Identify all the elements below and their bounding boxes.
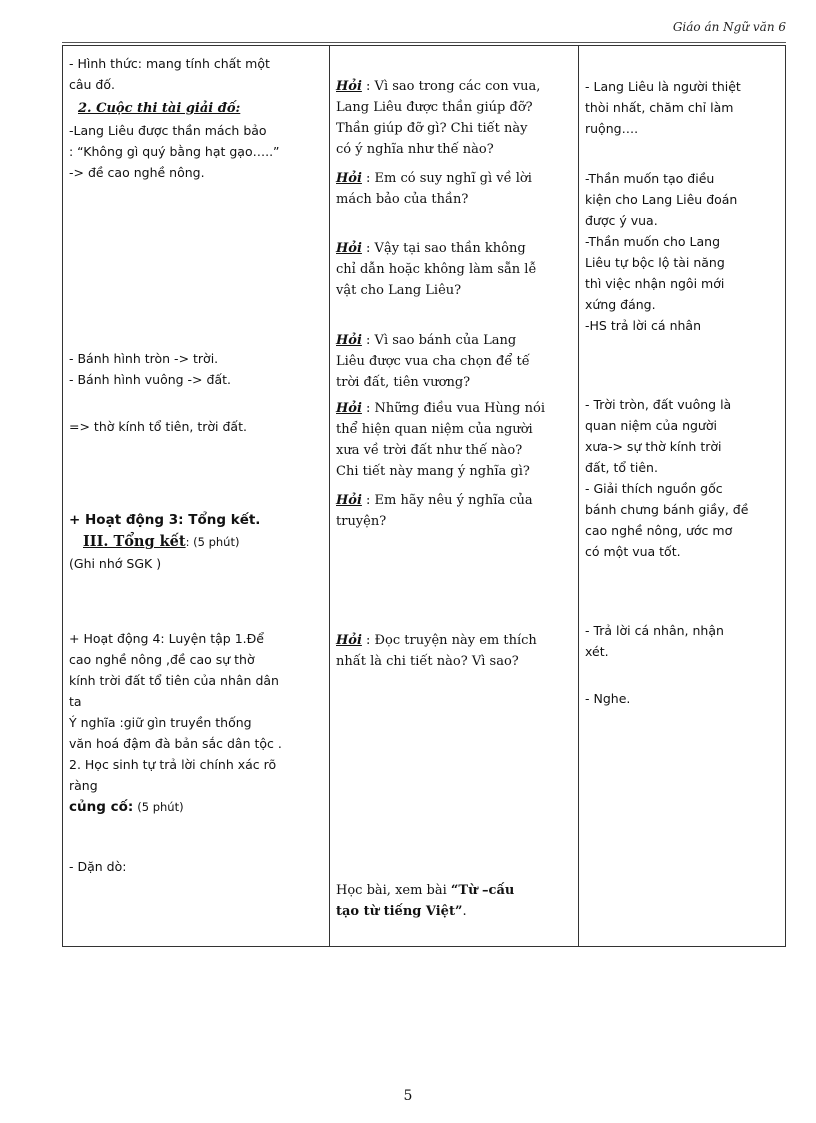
text-line: . <box>462 904 467 919</box>
text-line: : Em có suy nghĩ gì về lời <box>361 171 532 186</box>
page-number: 5 <box>403 1088 413 1104</box>
content-column <box>63 46 330 946</box>
question-label: Hỏi <box>336 493 362 508</box>
text-line: - Bánh hình vuông -> đất. <box>69 372 231 387</box>
question-3 <box>336 238 571 301</box>
activity-4 <box>69 628 322 818</box>
text-line: kiện cho Lang Liêu đoán <box>585 192 738 207</box>
text-line: vật cho Lang Liêu? <box>336 283 462 298</box>
text-line: chỉ dẫn hoặc không làm sẵn lễ <box>336 262 537 277</box>
text-line: : Vì sao bánh của Lang <box>361 333 517 348</box>
question-column <box>330 46 579 946</box>
lesson-title: “Từ –cấu <box>450 883 515 898</box>
text-line: xưa về trời đất như thế nào? <box>336 443 523 458</box>
question-6 <box>336 490 571 532</box>
summary-title: III. Tổng kết <box>83 533 186 550</box>
answer-2 <box>585 168 778 336</box>
text-line: => thờ kính tổ tiên, trời đất. <box>69 419 247 434</box>
text-line: - Giải thích nguồn gốc <box>585 481 723 496</box>
text-line: văn hoá đậm đà bản sắc dân tộc . <box>69 736 282 751</box>
text-line: thòi nhất, chăm chỉ làm <box>585 100 734 115</box>
text-line: ta <box>69 694 82 709</box>
consolidation-label: củng cố: <box>69 799 134 815</box>
question-label: Hỏi <box>336 79 362 94</box>
answer-4 <box>585 620 778 662</box>
question-4 <box>336 330 571 393</box>
text-line: bánh chưng bánh giầy, đề <box>585 502 749 517</box>
lesson-table <box>62 45 786 947</box>
question-label: Hỏi <box>336 633 362 648</box>
text-line: ràng <box>69 778 98 793</box>
section-2-title: 2. Cuộc thi tài giải đố: <box>78 101 241 116</box>
note-block <box>69 120 322 183</box>
text-line: câu đố. <box>69 77 115 92</box>
answer-3 <box>585 394 778 562</box>
text-line: có một vua tốt. <box>585 544 681 559</box>
text-line: : Vì sao trong các con vua, <box>361 79 541 94</box>
text-line: : Đọc truyện này em thích <box>361 633 537 648</box>
text-line: -Thần muốn tạo điều <box>585 171 715 186</box>
question-label: Hỏi <box>336 401 362 416</box>
question-5 <box>336 398 571 482</box>
question-label: Hỏi <box>336 171 362 186</box>
text-line: kính trời đất tổ tiên của nhân dân <box>69 673 279 688</box>
text-line: truyện? <box>336 514 387 529</box>
page-header: Giáo án Ngữ văn 6 <box>672 20 786 34</box>
question-1 <box>336 76 571 160</box>
summary-time: : (5 phút) <box>185 535 240 549</box>
text-line: Liêu được vua cha chọn để tế <box>336 354 530 369</box>
homework-assignment <box>336 880 571 922</box>
text-line: Ý nghĩa :giữ gìn truyền thống <box>69 715 252 730</box>
text-line: + Hoạt động 4: Luyện tập 1.Để <box>69 631 265 646</box>
text-line: Chi tiết này mang ý nghĩa gì? <box>336 464 530 479</box>
text-line: : Em hãy nêu ý nghĩa của <box>361 493 533 508</box>
text-line: Thần giúp đỡ gì? Chi tiết này <box>336 121 528 136</box>
form-note <box>69 53 322 95</box>
text-line: được ý vua. <box>585 213 658 228</box>
text-line: thể hiện quan niệm của người <box>336 422 533 437</box>
note-block <box>69 416 322 437</box>
text-line: - Trả lời cá nhân, nhận <box>585 623 724 638</box>
activity-3 <box>69 510 322 574</box>
text-line: - Hình thức: mang tính chất một <box>69 56 270 71</box>
text-line: thì việc nhận ngôi mới <box>585 276 725 291</box>
text-line: Lang Liêu được thần giúp đỡ? <box>336 100 533 115</box>
text-line: xứng đáng. <box>585 297 656 312</box>
text-line: - Nghe. <box>585 691 631 706</box>
answer-column <box>579 46 785 946</box>
text-line: 2. Học sinh tự trả lời chính xác rõ <box>69 757 277 772</box>
text-line: Liêu tự bộc lộ tài năng <box>585 255 725 270</box>
summary-heading <box>69 531 322 553</box>
text-line: -Thần muốn cho Lang <box>585 234 721 249</box>
question-label: Hỏi <box>336 241 362 256</box>
text-line: ruộng…. <box>585 121 639 136</box>
consolidation-time: (5 phút) <box>137 800 184 814</box>
text-line: mách bảo của thần? <box>336 192 469 207</box>
text-line: : “Không gì quý bằng hạt gạo…..” <box>69 144 280 159</box>
text-line: : Những điều vua Hùng nói <box>361 401 545 416</box>
text-line: trời đất, tiên vương? <box>336 375 471 390</box>
section-heading <box>78 98 322 119</box>
text-line: đất, tổ tiên. <box>585 460 658 475</box>
text-line: có ý nghĩa như thế nào? <box>336 142 494 157</box>
text-line: : Vậy tại sao thần không <box>361 241 526 256</box>
header-rule <box>62 42 786 43</box>
note-block <box>69 348 322 390</box>
question-label: Hỏi <box>336 333 362 348</box>
lesson-title: tạo từ tiếng Việt” <box>336 904 463 919</box>
question-7 <box>336 630 571 672</box>
text-line: -HS trả lời cá nhân <box>585 318 701 333</box>
text-line: - Lang Liêu là người thiệt <box>585 79 741 94</box>
text-line: xét. <box>585 644 609 659</box>
text-line: - Trời tròn, đất vuông là <box>585 397 732 412</box>
text-line: - Bánh hình tròn -> trời. <box>69 351 219 366</box>
text-line: -> đề cao nghề nông. <box>69 165 205 180</box>
question-2 <box>336 168 571 210</box>
activity-3-title: + Hoạt động 3: Tổng kết. <box>69 512 261 528</box>
text-line: cao nghề nông ,đề cao sự thờ <box>69 652 255 667</box>
text-line: cao nghề nông, ước mơ <box>585 523 733 538</box>
text-line: - Dặn dò: <box>69 859 127 874</box>
answer-5 <box>585 688 778 709</box>
text-line: -Lang Liêu được thần mách bảo <box>69 123 267 138</box>
consolidation-heading <box>69 796 322 818</box>
text-line: xưa-> sự thờ kính trời <box>585 439 722 454</box>
summary-note: (Ghi nhớ SGK ) <box>69 556 162 571</box>
text-line: Học bài, xem bài <box>336 883 451 898</box>
answer-1 <box>585 76 778 139</box>
text-line: nhất là chi tiết nào? Vì sao? <box>336 654 519 669</box>
text-line: quan niệm của người <box>585 418 717 433</box>
homework-label <box>69 856 322 877</box>
